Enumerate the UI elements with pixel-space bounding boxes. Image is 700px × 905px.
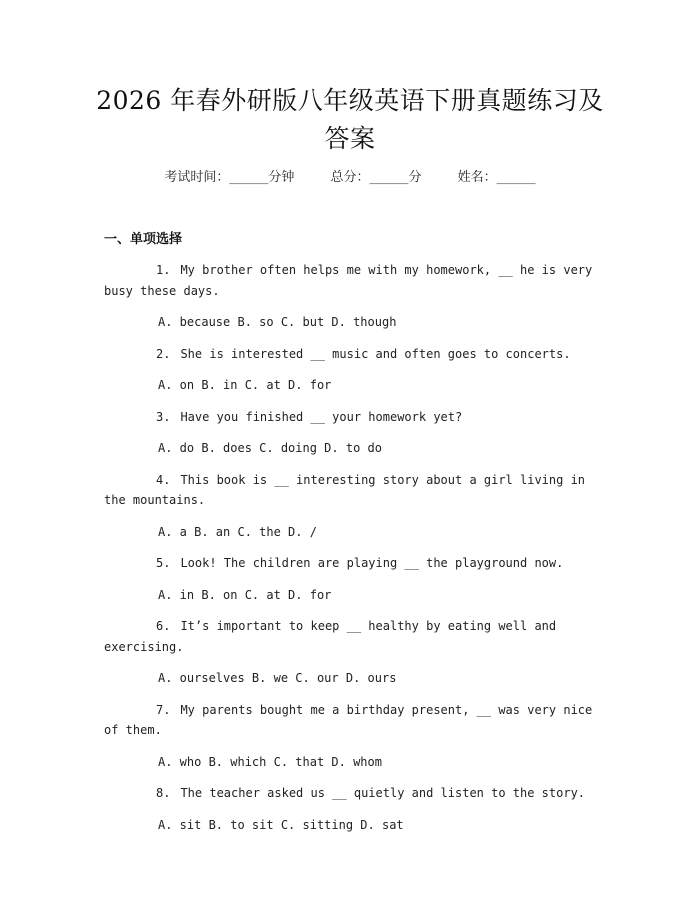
question-options: A. on B. in C. at D. for [158,378,332,392]
question-stem [104,700,604,741]
question-item [104,616,604,689]
question-item [104,260,604,333]
question-stem [104,470,604,511]
question-text: She is interested __ music and often goes to concerts. [180,346,571,361]
question-number: 8. [156,786,171,800]
question-options: A. do B. does C. doing D. to do [158,441,382,455]
question-options: A. sit B. to sit C. sitting D. sat [158,817,404,832]
question-number: 4. [156,472,171,487]
question-stem [104,407,604,428]
question-list [104,260,604,846]
question-text: The teacher asked us __ quietly and listen to the story. [180,786,586,800]
question-options: A. in B. on C. at D. for [158,587,332,602]
question-number: 6. [156,619,171,633]
question-text: It’s important to keep __ healthy by eating well and exercising. [104,619,557,654]
question-item [104,783,604,835]
question-item [104,407,604,459]
question-options: A. because B. so C. but D. though [158,315,397,329]
question-number: 3. [156,409,171,424]
question-options: A. who B. which C. that D. whom [158,754,382,769]
question-options: A. a B. an C. the D. / [158,524,317,539]
question-stem [104,783,604,804]
question-item [104,470,604,543]
question-number: 5. [156,556,171,570]
question-stem [104,616,604,657]
question-number: 7. [156,702,171,717]
question-text: My brother often helps me with my homework, __ he is very busy these days. [104,263,593,298]
question-number: 2. [156,346,171,361]
question-number: 1. [156,263,171,277]
exam-time-field: 考试时间：______分钟 [164,170,295,185]
question-item [104,553,604,605]
question-stem [104,553,604,574]
exam-info-line [0,168,700,188]
question-text: This book is __ interesting story about a girl living in the mountains. [104,472,586,507]
exam-score-field: 总分：______分 [330,170,422,185]
student-name-field: 姓名：______ [457,170,536,185]
question-options: A. ourselves B. we C. our D. ours [158,671,397,685]
document-title: 2026 年春外研版八年级英语下册真题练习及答案 [96,86,604,153]
question-item [104,700,604,773]
question-item [104,344,604,396]
section-heading: 一、单项选择 [104,232,183,247]
question-text: My parents bought me a birthday present, __ was very nice of them. [104,702,593,737]
question-text: Look! The children are playing __ the playground now. [180,556,564,570]
question-text: Have you finished __ your homework yet? [180,409,463,424]
question-stem [104,260,604,301]
question-stem [104,344,604,365]
